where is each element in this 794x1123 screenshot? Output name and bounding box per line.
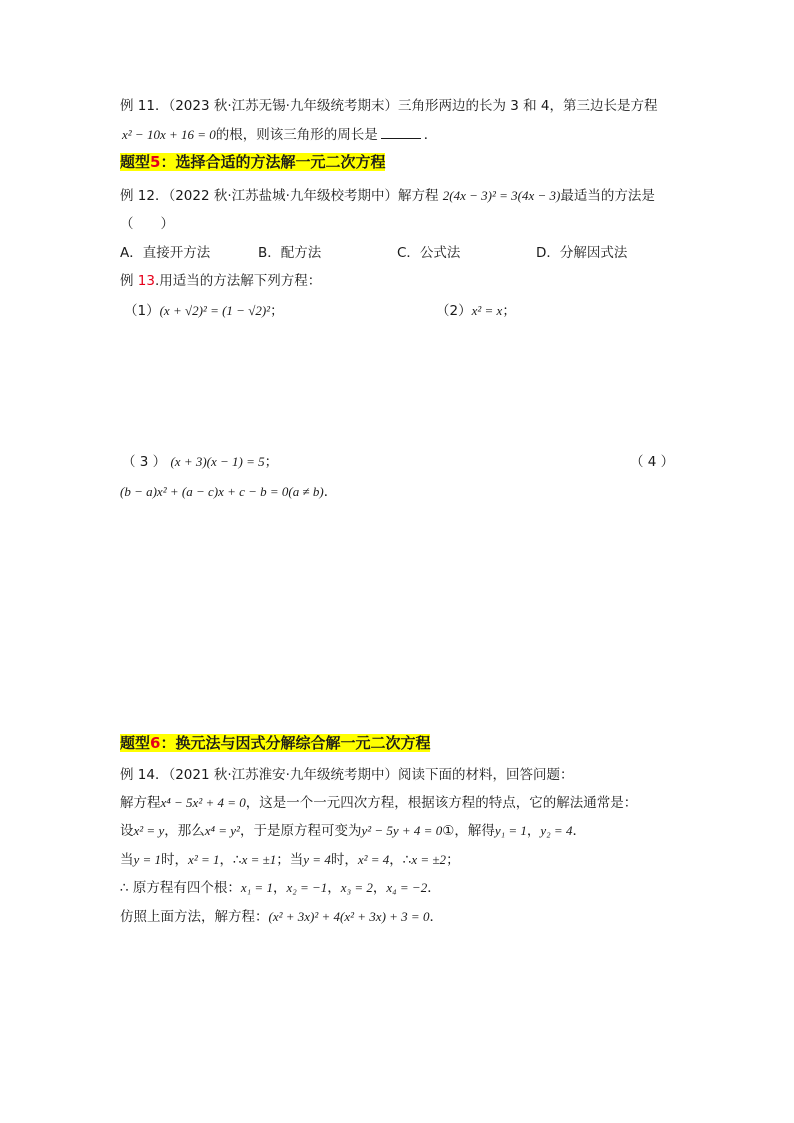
text: ．: [572, 823, 586, 839]
section-title-text: ：换元法与因式分解综合解一元二次方程: [160, 734, 431, 752]
text: 解方程: [120, 795, 161, 811]
example-14-heading: 例 14．（2021 秋·江苏淮安·九年级统考期中）阅读下面的材料，回答问题：: [120, 767, 574, 783]
text: ；当: [276, 852, 304, 868]
text: ．: [429, 909, 443, 925]
root-y1: y₁ = 1: [494, 823, 527, 838]
problem-2-label: （2）: [436, 303, 472, 319]
text: ．: [427, 880, 441, 896]
problem-4-equation: (b − a)x² + (a − c)x + c − b = 0(a ≠ b): [120, 484, 324, 499]
section-number: 6: [150, 734, 161, 752]
section-6-title: [120, 734, 430, 752]
text: ，于是原方程可变为: [239, 823, 362, 839]
quartic-equation: x⁴ − 5x² + 4 = 0: [160, 795, 246, 810]
problem-4-end: ．: [323, 484, 338, 500]
example-11-heading: [120, 96, 658, 116]
answer-blank: [381, 124, 421, 139]
root-y2: y₂ = 4: [540, 823, 573, 838]
example-12-tail: 最适当的方法是: [560, 188, 655, 204]
problem-1-label: （1）: [124, 303, 160, 319]
root-x1: x₁ = 1: [240, 880, 273, 895]
quadratic-in-y: y² − 5y + 4 = 0: [361, 823, 443, 838]
text: ，: [372, 880, 387, 896]
text: ，那么: [164, 823, 205, 839]
problem-1-equation: (x + √2)² = (1 − √2)²: [159, 303, 271, 318]
x-pm-1: x = ±1: [241, 852, 277, 867]
example-13-heading: [120, 271, 321, 291]
example-11-line-2: [122, 124, 437, 145]
example-12-equation: 2(4x − 3)² = 3(4x − 3): [442, 188, 561, 203]
text: ∴ 原方程有四个根：: [120, 880, 241, 896]
substitution-equation-2: x⁴ = y²: [204, 823, 240, 838]
section-prefix: 题型: [120, 153, 151, 171]
problem-3: [122, 452, 278, 472]
section-title-text: ：选择合适的方法解一元二次方程: [160, 153, 386, 171]
example-label: 例: [120, 273, 138, 289]
section-5-title: [120, 153, 385, 171]
problem-3-equation: (x + 3)(x − 1) = 5: [170, 454, 265, 469]
root-x4: x₄ = −2: [386, 880, 428, 895]
example-14-line-2: [120, 821, 586, 841]
problem-1-end: ；: [270, 303, 284, 319]
case-y-1: y = 1: [133, 852, 162, 867]
text: ；: [446, 852, 460, 868]
section-prefix: 题型: [120, 734, 151, 752]
example-12-text: 例 12．（2022 秋·江苏盐城·九年级校考期中）解方程: [120, 188, 439, 204]
root-x2: x₂ = −1: [286, 880, 328, 895]
target-equation: (x² + 3x)² + 4(x² + 3x) + 3 = 0: [268, 909, 430, 924]
problem-4-label: （ 4 ）: [630, 454, 675, 470]
example-11-tail: 的根，则该三角形的周长是: [215, 127, 378, 143]
text: ，∴: [219, 852, 242, 868]
option-d: D．分解因式法: [536, 245, 628, 261]
text: 时，: [330, 852, 358, 868]
problem-3-end: ；: [264, 454, 279, 470]
problem-2-equation: x² = x: [471, 303, 503, 318]
example-14-line-1: [120, 793, 637, 813]
text: 设: [120, 823, 134, 839]
example-12-choice-paren: （ ）: [120, 216, 174, 232]
text: ，: [272, 880, 287, 896]
text: 仿照上面方法，解方程：: [120, 909, 269, 925]
example-14-line-4: [120, 878, 441, 898]
option-a: A．直接开方法: [120, 245, 211, 261]
period: ．: [423, 127, 438, 143]
text: 当: [120, 852, 134, 868]
example-12-heading: [120, 186, 655, 206]
example-number: 13: [137, 273, 155, 289]
section-number: 5: [150, 153, 161, 171]
section-5-heading: [120, 152, 385, 172]
problem-1: [124, 301, 284, 321]
substitution-equation: x² = y: [133, 823, 165, 838]
example-11-text: 例 11．（2023 秋·江苏无锡·九年级统考期末）三角形两边的长为 3 和 4，第三边长是方程: [120, 98, 658, 114]
x-squared-4: x² = 4: [357, 852, 390, 867]
text: 时，: [161, 852, 189, 868]
text: ，这是一个一元四次方程，根据该方程的特点，它的解法通常是：: [245, 795, 638, 811]
text: ①，解得: [442, 823, 495, 839]
example-14-line-5: [120, 907, 443, 927]
root-x3: x₃ = 2: [340, 880, 373, 895]
text: ，: [526, 823, 541, 839]
example-14-line-3: [120, 850, 460, 870]
example-13-text: .用适当的方法解下列方程：: [154, 273, 322, 289]
option-b: B．配方法: [258, 245, 322, 261]
problem-2: [436, 301, 516, 321]
problem-4: [120, 482, 337, 502]
section-6-heading: [120, 733, 430, 753]
text: ，: [327, 880, 341, 896]
option-c: C．公式法: [397, 245, 461, 261]
x-pm-2: x = ±2: [411, 852, 447, 867]
problem-3-label: （ 3 ）: [122, 454, 167, 470]
x-squared-1: x² = 1: [188, 852, 220, 867]
case-y-4: y = 4: [303, 852, 331, 867]
problem-2-end: ；: [502, 303, 516, 319]
text: ，∴: [389, 852, 412, 868]
example-11-equation: x² − 10x + 16 = 0: [122, 127, 216, 142]
